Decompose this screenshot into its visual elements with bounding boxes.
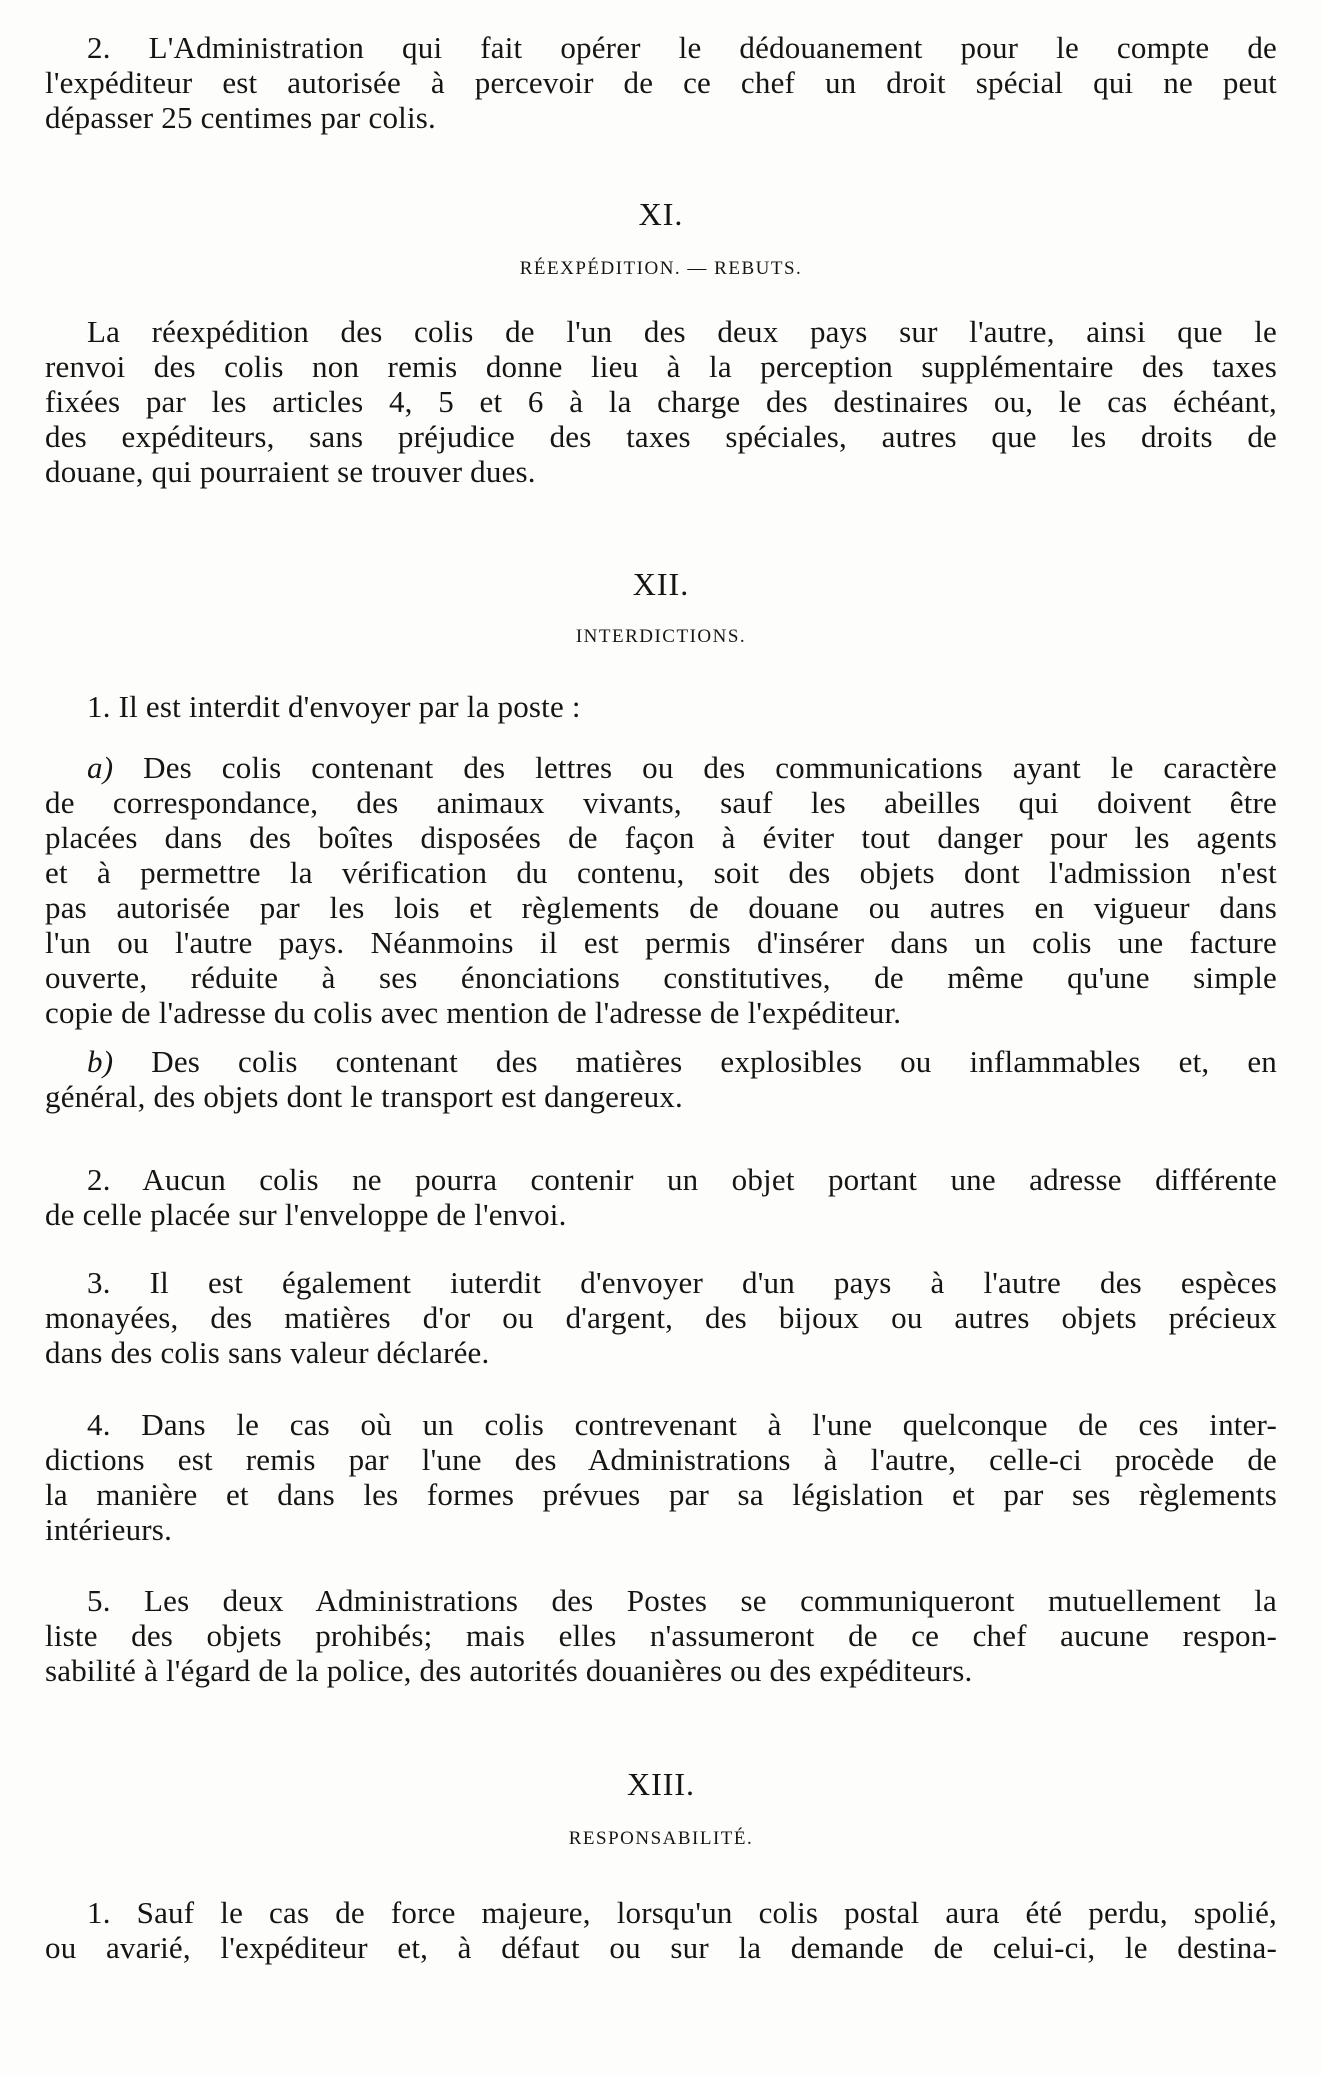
paragraph-xiii-1: [45, 1895, 1277, 1965]
line-text: Des colis contenant des matières explosibles ou inflammables et, en: [151, 1044, 1277, 1079]
paragraph-xii-1b: [45, 1044, 1277, 1114]
paragraph-text: [45, 750, 1277, 1030]
line: sabilité à l'égard de la police, des autorités douanières ou des expéditeurs.: [45, 1653, 973, 1688]
line: 1. Sauf le cas de force majeure, lorsqu'un colis postal aura été perdu, spolié,: [87, 1895, 1277, 1930]
line: douane, qui pourraient se trouver dues.: [45, 454, 536, 489]
line: 2. L'Administration qui fait opérer le dédouanement pour le compte de: [87, 30, 1277, 65]
line: copie de l'adresse du colis avec mention de l'adresse de l'expéditeur.: [45, 995, 902, 1030]
paragraph-text: [45, 30, 1277, 135]
line: 2. Aucun colis ne pourra contenir un objet portant une adresse différente: [87, 1162, 1277, 1197]
section-title-xi: RÉEXPÉDITION. — REBUTS.: [519, 258, 803, 279]
line: de celle placée sur l'enveloppe de l'envoi.: [45, 1197, 567, 1232]
line: intérieurs.: [45, 1512, 173, 1547]
line: [45, 1044, 1277, 1079]
item-label-b: b): [87, 1044, 114, 1079]
paragraph-text: [45, 1407, 1277, 1547]
line: de correspondance, des animaux vivants, sauf les abeilles qui doivent être: [45, 785, 1277, 820]
line: La réexpédition des colis de l'un des deux pays sur l'autre, ainsi que le: [87, 314, 1277, 349]
paragraph-xii-3: [45, 1265, 1277, 1370]
line: ou avarié, l'expéditeur et, à défaut ou sur la demande de celui-ci, le destina-: [45, 1930, 1277, 1965]
paragraph-text: [45, 1162, 1277, 1232]
paragraph-text: [45, 689, 1277, 724]
line: dépasser 25 centimes par colis.: [45, 100, 436, 135]
line: 5. Les deux Administrations des Postes se communiqueront mutuellement la: [87, 1583, 1277, 1618]
line: la manière et dans les formes prévues par sa législation et par ses règlements: [45, 1477, 1277, 1512]
line: dans des colis sans valeur déclarée.: [45, 1335, 490, 1370]
line: fixées par les articles 4, 5 et 6 à la charge des destinaires ou, le cas échéant,: [45, 384, 1277, 419]
section-title-xii: INTERDICTIONS.: [575, 626, 747, 647]
line-text: Des colis contenant des lettres ou des communications ayant le caractère: [143, 750, 1278, 785]
line: liste des objets prohibés; mais elles n'assumeront de ce chef aucune respon-: [45, 1618, 1277, 1653]
paragraph-xii-1: [45, 689, 1277, 724]
line: 1. Il est interdit d'envoyer par la poste :: [87, 689, 581, 724]
line: l'un ou l'autre pays. Néanmoins il est permis d'insérer dans un colis une facture: [45, 925, 1277, 960]
paragraph-xii-1a: [45, 750, 1277, 1030]
line: pas autorisée par les lois et règlements de douane ou autres en vigueur dans: [45, 890, 1277, 925]
item-label-a: a): [87, 750, 114, 785]
paragraph-xi-1: [45, 314, 1277, 489]
line: 4. Dans le cas où un colis contrevenant à l'une quelconque de ces inter-: [87, 1407, 1277, 1442]
section-title-xiii: RESPONSABILITÉ.: [568, 1828, 754, 1849]
paragraph-text: [45, 1895, 1277, 1965]
line: [45, 750, 1277, 785]
line: monayées, des matières d'or ou d'argent, des bijoux ou autres objets précieux: [45, 1300, 1277, 1335]
section-number-xi: XI.: [638, 196, 684, 232]
paragraph-xii-4: [45, 1407, 1277, 1547]
paragraph-text: [45, 1265, 1277, 1370]
paragraph-text: [45, 314, 1277, 489]
line: ouverte, réduite à ses énonciations constitutives, de même qu'une simple: [45, 960, 1277, 995]
line: des expéditeurs, sans préjudice des taxes spéciales, autres que les droits de: [45, 419, 1277, 454]
line: général, des objets dont le transport est dangereux.: [45, 1079, 683, 1114]
paragraph-xii-2: [45, 1162, 1277, 1232]
paragraph-text: [45, 1044, 1277, 1114]
paragraph-text: [45, 1583, 1277, 1688]
line: 3. Il est également iuterdit d'envoyer d'un pays à l'autre des espèces: [87, 1265, 1277, 1300]
line: dictions est remis par l'une des Administrations à l'autre, celle-ci procède de: [45, 1442, 1277, 1477]
line: l'expéditeur est autorisée à percevoir de ce chef un droit spécial qui ne peut: [45, 65, 1277, 100]
line: renvoi des colis non remis donne lieu à la perception supplémentaire des taxes: [45, 349, 1277, 384]
paragraph-art10-2: [45, 30, 1277, 135]
line: et à permettre la vérification du contenu, soit des objets dont l'admission n'est: [45, 855, 1277, 890]
line: placées dans des boîtes disposées de façon à éviter tout danger pour les agents: [45, 820, 1277, 855]
section-number-xiii: XIII.: [626, 1766, 696, 1802]
paragraph-xii-5: [45, 1583, 1277, 1688]
section-number-xii: XII.: [632, 566, 690, 602]
